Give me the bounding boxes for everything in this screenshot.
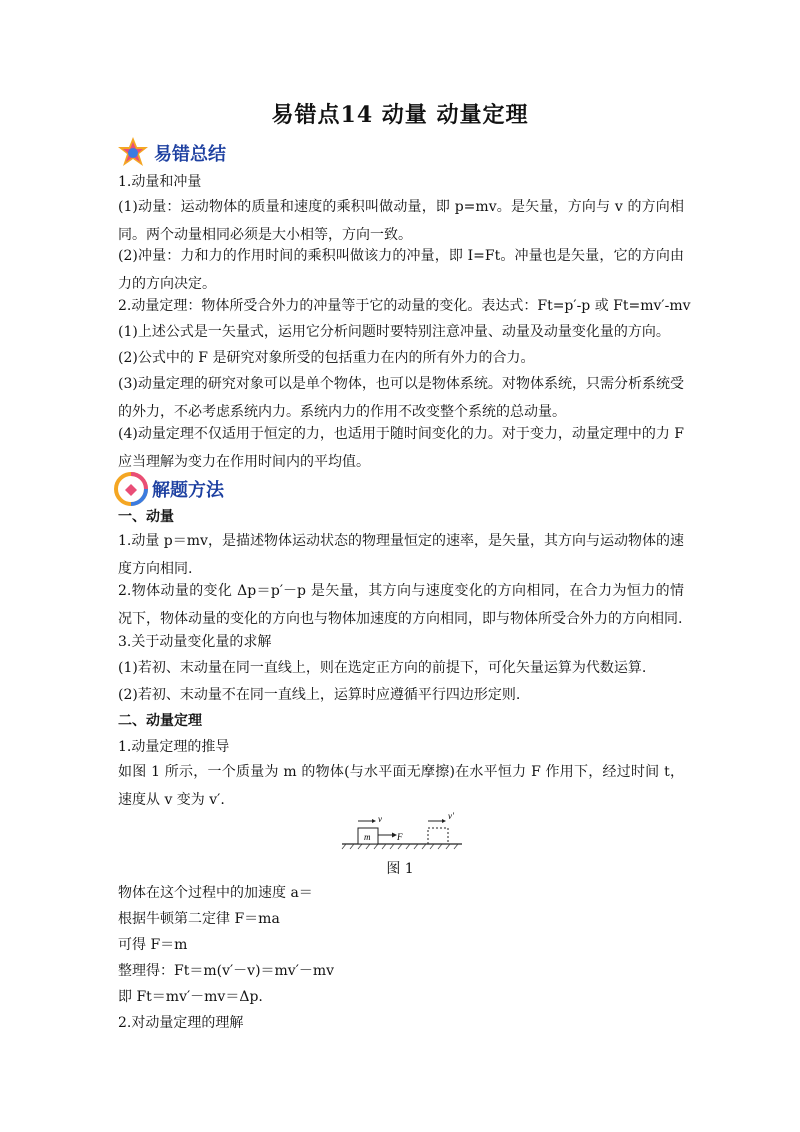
- paragraph: 2.物体动量的变化 Δp＝p′－p 是矢量，其方向与速度变化的方向相同，在合力为恒力的情况下，物体动量的变化的方向也与物体加速度的方向相同，即与物体所受合外力的方向相同.: [118, 583, 684, 627]
- paragraph: 2.对动量定理的理解: [118, 1015, 244, 1031]
- force-label: F: [397, 832, 403, 842]
- paragraph: 根据牛顿第二定律 F＝ma: [118, 911, 280, 927]
- paragraph: (2)若初、末动量不在同一直线上，运算时应遵循平行四边形定则.: [118, 687, 521, 703]
- page-title: 易错点14 动量 动量定理: [271, 102, 529, 128]
- paragraph: 即 Ft＝mv′－mv＝Δp.: [118, 989, 263, 1005]
- circle-badge-icon: [114, 472, 148, 506]
- mass-label: m: [364, 832, 371, 842]
- section-heading-summary: [116, 136, 226, 170]
- paragraph: (3)动量定理的研究对象可以是单个物体，也可以是物体系统。对物体系统，只需分析系统受的外力，不必考虑系统内力。系统内力的作用不改变整个系统的总动量。: [118, 376, 684, 420]
- final-velocity-label: v′: [448, 811, 454, 821]
- section-heading-text: 解题方法: [152, 480, 224, 501]
- paragraph: 1.动量和冲量: [118, 174, 202, 190]
- section-heading-methods: [114, 472, 224, 506]
- paragraph: (2)冲量：力和力的作用时间的乘积叫做该力的冲量，即 I=Ft。冲量也是矢量，它的方向由力的方向决定。: [118, 248, 684, 292]
- subheading: 一、动量: [118, 509, 174, 525]
- star-badge-icon: [116, 136, 150, 170]
- paragraph: 如图 1 所示，一个质量为 m 的物体(与水平面无摩擦)在水平恒力 F 作用下，经过时间 t，速度从 v 变为 v′.: [118, 764, 684, 808]
- paragraph: 2.动量定理：物体所受合外力的冲量等于它的动量的变化。表达式：Ft=p′-p 或 Ft=mv′-mv: [118, 298, 691, 314]
- paragraph: (1)上述公式是一矢量式，运用它分析问题时要特别注意冲量、动量及动量变化量的方向。: [118, 324, 670, 340]
- paragraph: 1.动量定理的推导: [118, 739, 230, 755]
- paragraph: 物体在这个过程中的加速度 a＝: [118, 885, 313, 901]
- paragraph: 1.动量 p＝mv，是描述物体运动状态的物理量恒定的速率，是矢量，其方向与运动物体的速度方向相同.: [118, 533, 684, 577]
- figure-1-diagram: [340, 810, 465, 854]
- section-heading-text: 易错总结: [154, 144, 226, 165]
- paragraph: (2)公式中的 F 是研究对象所受的包括重力在内的所有外力的合力。: [118, 350, 535, 366]
- subheading: 二、动量定理: [118, 713, 202, 729]
- paragraph: 可得 F＝m: [118, 937, 188, 953]
- paragraph: (1)若初、末动量在同一直线上，则在选定正方向的前提下，可化矢量运算为代数运算.: [118, 660, 647, 676]
- paragraph: (4)动量定理不仅适用于恒定的力，也适用于随时间变化的力。对于变力，动量定理中的力 F 应当理解为变力在作用时间内的平均值。: [118, 426, 684, 470]
- velocity-label: v: [378, 814, 382, 824]
- paragraph: 3.关于动量变化量的求解: [118, 634, 272, 650]
- final-position-block: [428, 828, 448, 844]
- paragraph: 整理得：Ft＝m(v′－v)＝mv′－mv: [118, 963, 335, 979]
- paragraph: (1)动量：运动物体的质量和速度的乘积叫做动量，即 p=mv。是矢量，方向与 v 的方向相同。两个动量相同必须是大小相等，方向一致。: [118, 199, 684, 243]
- figure-caption: 图 1: [386, 861, 414, 877]
